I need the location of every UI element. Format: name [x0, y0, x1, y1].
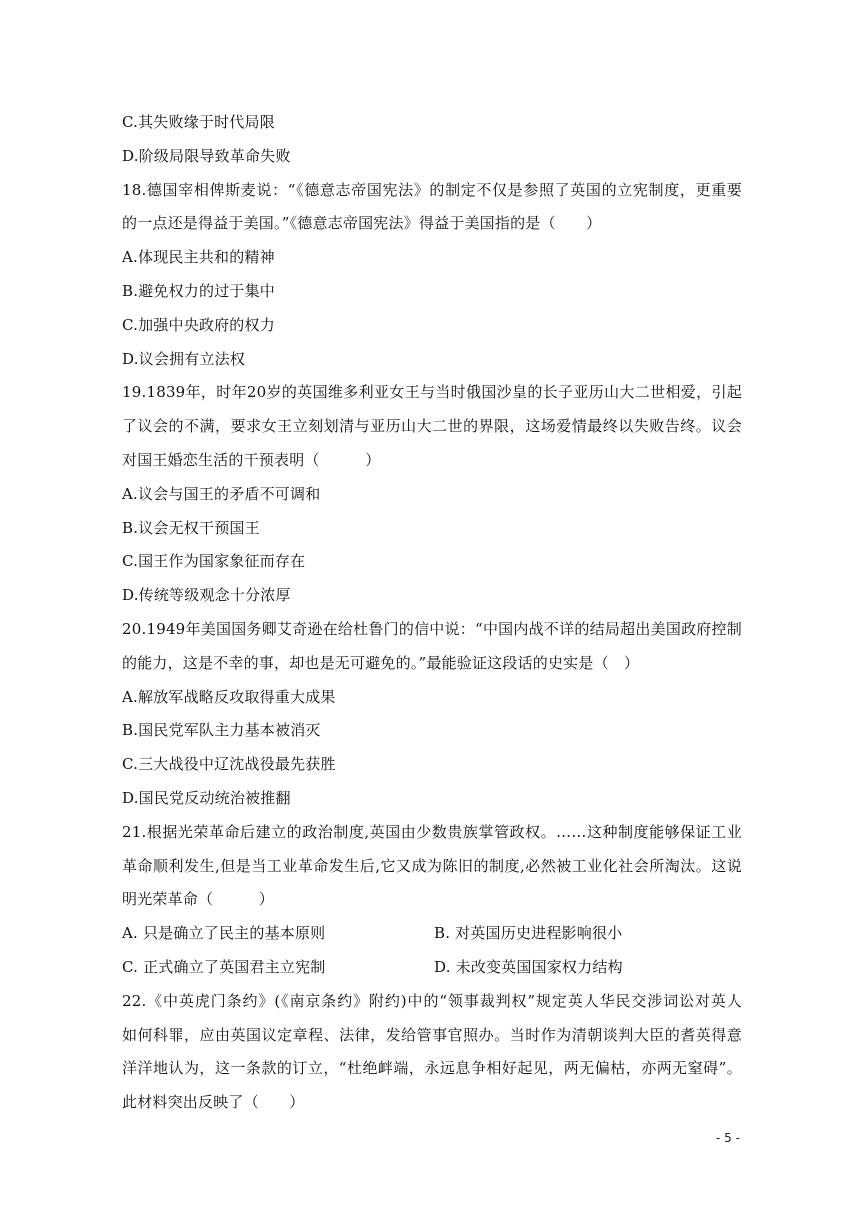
q21-options-row-2 — [122, 951, 742, 985]
q18-option-a: A.体现民主共和的精神 — [122, 248, 275, 267]
q21-stem-line-2: 革命顺利发生,但是当工业革命发生后,它又成为陈旧的制度,必然被工业化社会所淘汰。这说 — [122, 856, 742, 875]
q21-option-b: B. 对英国历史进程影响很小 — [434, 924, 623, 943]
q20-option-c: C.三大战役中辽沈战役最先获胜 — [122, 755, 336, 774]
q22-stem-line-2: 如何科罪，应由英国议定章程、法律，发给管事官照办。当时作为清朝谈判大臣的耆英得意 — [122, 1025, 742, 1044]
q19-stem-line-2: 了议会的不满，要求女王立刻划清与亚历山大二世的界限，这场爱情最终以失败告终。议会 — [122, 417, 742, 436]
q20-stem-line-1: 20.1949年美国国务卿艾奇逊在给杜鲁门的信中说：“中国内战不详的结局超出美国政府控制 — [122, 619, 742, 638]
q19-stem-line-1: 19.1839年，时年20岁的英国维多利亚女王与当时俄国沙皇的长子亚历山大二世相爱，引起 — [122, 383, 742, 402]
q20-option-a: A.解放军战略反攻取得重大成果 — [122, 687, 336, 706]
q21-option-d: D. 未改变英国国家权力结构 — [434, 957, 623, 976]
q19-stem-line-3: 对国王婚恋生活的干预表明（ ） — [122, 450, 381, 469]
q18-option-d: D.议会拥有立法权 — [122, 349, 246, 368]
q22-stem-line-1: 22.《中英虎门条约》(《南京条约》附约)中的“领事裁判权”规定英人华民交涉词讼对英人 — [122, 991, 742, 1010]
q18-option-b: B.避免权力的过于集中 — [122, 281, 275, 300]
q20-option-d: D.国民党反动统治被推翻 — [122, 788, 291, 807]
q18-option-c: C.加强中央政府的权力 — [122, 315, 275, 334]
q19-option-b: B.议会无权干预国王 — [122, 518, 260, 537]
q21-stem-line-1: 21.根据光荣革命后建立的政治制度,英国由少数贵族掌管政权。……这种制度能够保证工业 — [122, 822, 742, 841]
q17-option-d: D.阶级局限导致革命失败 — [122, 146, 291, 165]
q19-option-d: D.传统等级观念十分浓厚 — [122, 586, 291, 605]
q18-stem-line-2: 的一点还是得益于美国。”《德意志帝国宪法》得益于美国指的是（ ） — [122, 214, 602, 233]
q21-option-c: C. 正式确立了英国君主立宪制 — [122, 957, 326, 976]
q20-option-b: B.国民党军队主力基本被消灭 — [122, 721, 321, 740]
q18-stem-line-1: 18.德国宰相俾斯麦说：“《德意志帝国宪法》的制定不仅是参照了英国的立宪制度，更重要 — [122, 180, 742, 199]
q22-stem-line-4: 此材料突出反映了（ ） — [122, 1093, 305, 1112]
page-number: - 5 - — [716, 1131, 740, 1145]
q21-stem-line-3: 明光荣革命（ ） — [122, 890, 275, 909]
q19-option-c: C.国王作为国家象征而存在 — [122, 552, 306, 571]
q19-option-a: A.议会与国王的矛盾不可调和 — [122, 484, 321, 503]
question-text-block — [122, 106, 742, 1120]
q17-option-c: C.其失败缘于时代局限 — [122, 113, 275, 131]
q20-stem-line-2: 的能力，这是不幸的事，却也是无可避免的。”最能验证这段话的史实是（ ） — [122, 653, 640, 672]
q21-option-a: A. 只是确立了民主的基本原则 — [122, 924, 326, 943]
q22-stem-line-3: 洋洋地认为，这一条款的订立，“杜绝衅端，永远息争相好起见，两无偏枯，亦两无窒碍”。 — [122, 1059, 742, 1078]
q21-options-row-1 — [122, 917, 742, 951]
